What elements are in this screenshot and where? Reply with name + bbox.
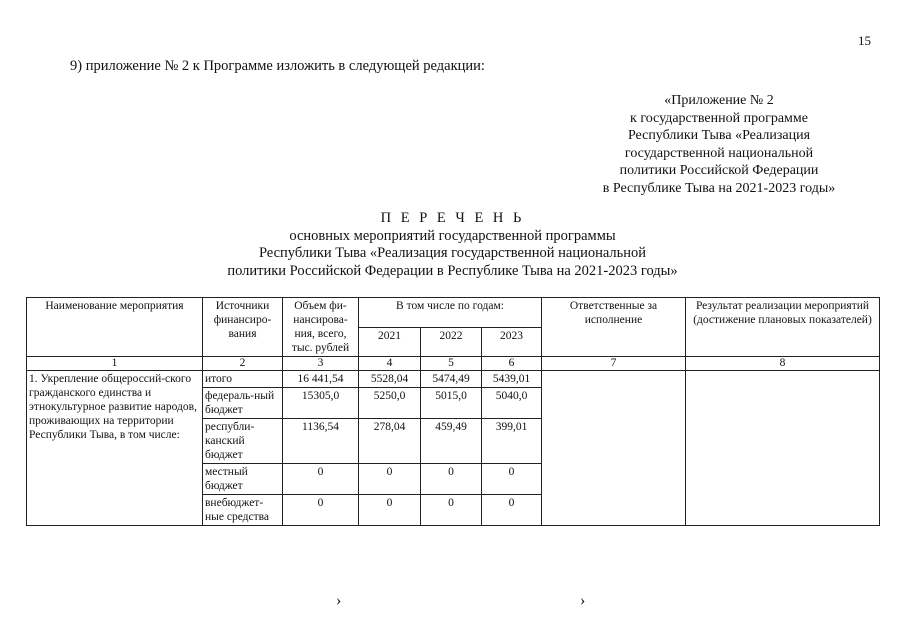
year-cell: 0 bbox=[359, 464, 421, 495]
year-cell: 5015,0 bbox=[421, 388, 482, 419]
appendix-line: в Республике Тыва на 2021-2023 годы» bbox=[602, 180, 836, 196]
total-cell: 0 bbox=[283, 495, 359, 526]
table-header-row bbox=[27, 298, 880, 328]
year-cell: 5040,0 bbox=[482, 388, 542, 419]
scan-mark: › bbox=[336, 592, 342, 609]
column-number-row bbox=[27, 357, 880, 371]
year-cell: 459,49 bbox=[421, 419, 482, 464]
list-title-line: основных мероприятий государственной программы bbox=[289, 227, 616, 244]
year-cell: 0 bbox=[482, 495, 542, 526]
year-cell: 5474,49 bbox=[421, 371, 482, 388]
column-number: 5 bbox=[421, 357, 482, 371]
year-cell: 5250,0 bbox=[359, 388, 421, 419]
appendix-line: политики Российской Федерации bbox=[619, 163, 819, 178]
header-responsible: Ответственные за исполнение bbox=[542, 298, 686, 357]
header-sources: Источники финансиро-вания bbox=[203, 298, 283, 357]
list-title bbox=[0, 210, 905, 280]
header-by-years: В том числе по годам: bbox=[359, 298, 542, 328]
responsible-cell bbox=[542, 371, 686, 526]
column-number: 7 bbox=[542, 357, 686, 371]
year-cell: 0 bbox=[421, 464, 482, 495]
column-number: 4 bbox=[359, 357, 421, 371]
header-result: Результат реализации мероприятий (достижение плановых показателей) bbox=[686, 298, 880, 357]
source-cell: местный бюджет bbox=[203, 464, 283, 495]
appendix-line: государственной национальной bbox=[624, 145, 814, 161]
list-title-heading: П Е Р Е Ч Е Н Ь bbox=[380, 210, 525, 226]
year-cell: 0 bbox=[482, 464, 542, 495]
year-cell: 5528,04 bbox=[359, 371, 421, 388]
appendix-line: «Приложение № 2 bbox=[664, 93, 774, 108]
year-cell: 5439,01 bbox=[482, 371, 542, 388]
intro-text: 9) приложение № 2 к Программе изложить в следующей редакции: bbox=[70, 58, 485, 74]
year-cell: 0 bbox=[421, 495, 482, 526]
column-number: 1 bbox=[27, 357, 203, 371]
year-cell: 399,01 bbox=[482, 419, 542, 464]
source-cell: республи-канский бюджет bbox=[203, 419, 283, 464]
source-cell: федераль-ный бюджет bbox=[203, 388, 283, 419]
header-year-2023: 2023 bbox=[482, 327, 542, 357]
activities-table bbox=[26, 297, 880, 526]
appendix-line: Республики Тыва «Реализация bbox=[627, 128, 811, 143]
column-number: 3 bbox=[283, 357, 359, 371]
total-cell: 15305,0 bbox=[283, 388, 359, 419]
column-number: 2 bbox=[203, 357, 283, 371]
result-cell bbox=[686, 371, 880, 526]
scan-mark: › bbox=[580, 592, 586, 609]
column-number: 6 bbox=[482, 357, 542, 371]
year-cell: 0 bbox=[359, 495, 421, 526]
source-cell: итого bbox=[203, 371, 283, 388]
header-volume: Объем фи-нансирова-ния, всего, тыс. рублей bbox=[283, 298, 359, 357]
header-year-2022: 2022 bbox=[421, 327, 482, 357]
page-number: 15 bbox=[858, 33, 871, 48]
appendix-line: к государственной программе bbox=[630, 110, 808, 126]
header-name: Наименование мероприятия bbox=[27, 298, 203, 357]
list-title-line: Республики Тыва «Реализация государственной национальной bbox=[258, 245, 647, 261]
appendix-heading bbox=[520, 92, 905, 197]
header-year-2021: 2021 bbox=[359, 327, 421, 357]
source-cell: внебюджет-ные средства bbox=[203, 495, 283, 526]
list-title-line: политики Российской Федерации в Республике Тыва на 2021-2023 годы» bbox=[227, 262, 678, 279]
year-cell: 278,04 bbox=[359, 419, 421, 464]
table-row bbox=[27, 371, 880, 388]
total-cell: 1136,54 bbox=[283, 419, 359, 464]
total-cell: 0 bbox=[283, 464, 359, 495]
column-number: 8 bbox=[686, 357, 880, 371]
total-cell: 16 441,54 bbox=[283, 371, 359, 388]
activity-name: 1. Укрепление общероссий-ского гражданского единства и этнокультурное развитие народов, проживающих на территории Республики Тыва, в том числе: bbox=[27, 371, 203, 526]
